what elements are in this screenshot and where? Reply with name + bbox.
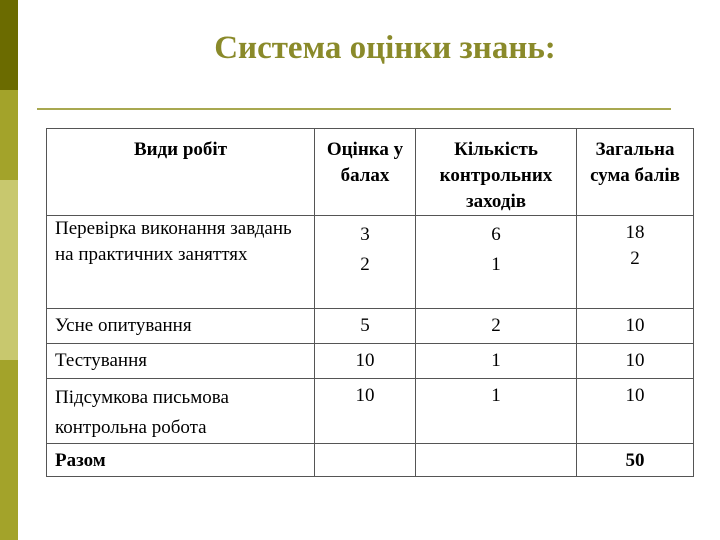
row-points: 5 bbox=[315, 309, 416, 344]
row-count: 1 bbox=[416, 379, 577, 444]
slide-title: Система оцінки знань: bbox=[214, 30, 556, 66]
row-work-label: Усне опитування bbox=[47, 309, 315, 344]
row-sum: 10 bbox=[577, 309, 694, 344]
total-label: Разом bbox=[47, 444, 315, 477]
header-total-points: Загальна сума балів bbox=[577, 129, 694, 216]
table-header-row bbox=[47, 129, 694, 216]
row-work-label: Тестування bbox=[47, 344, 315, 379]
row-count: 6 1 bbox=[416, 216, 577, 309]
row-count: 1 bbox=[416, 344, 577, 379]
grading-table bbox=[46, 128, 694, 477]
table-row bbox=[47, 379, 694, 444]
total-count-empty bbox=[416, 444, 577, 477]
table-row bbox=[47, 216, 694, 309]
row-points: 10 bbox=[315, 344, 416, 379]
header-work-types: Види робіт bbox=[47, 129, 315, 216]
total-sum: 50 bbox=[577, 444, 694, 477]
row-points: 3 2 bbox=[315, 216, 416, 309]
sidebar-stripe-bottom bbox=[0, 360, 18, 540]
row-points: 10 bbox=[315, 379, 416, 444]
row-sum: 10 bbox=[577, 344, 694, 379]
sidebar-stripe-mid bbox=[0, 90, 18, 180]
row-sum: 10 bbox=[577, 379, 694, 444]
table-row bbox=[47, 344, 694, 379]
header-control-count: Кількість контрольних заходів bbox=[416, 129, 577, 216]
row-work-label: Перевірка виконання завдань на практичних заняттях bbox=[47, 216, 315, 309]
row-work-label: Підсумкова письмова контрольна робота bbox=[47, 379, 315, 444]
total-points-empty bbox=[315, 444, 416, 477]
table-row bbox=[47, 309, 694, 344]
title-underline bbox=[37, 108, 671, 110]
row-sum: 18 2 bbox=[577, 216, 694, 309]
table-total-row bbox=[47, 444, 694, 477]
header-points: Оцінка у балах bbox=[315, 129, 416, 216]
sidebar-stripe-light bbox=[0, 180, 18, 360]
row-count: 2 bbox=[416, 309, 577, 344]
